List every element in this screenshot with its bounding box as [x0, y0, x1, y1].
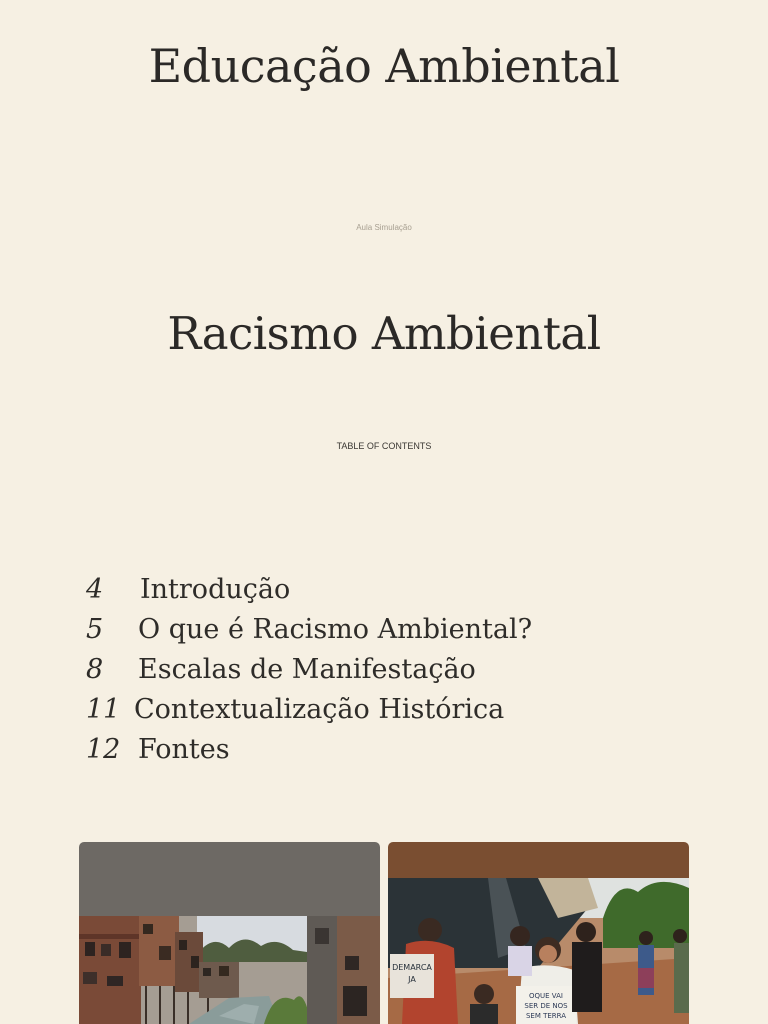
- sign-text: SER DE NOS: [524, 1002, 568, 1010]
- sign-text: OQUE VAI: [529, 992, 563, 1000]
- toc-page-number: 4: [86, 574, 104, 605]
- stilt-houses-photo: [79, 916, 380, 1024]
- toc-entry-contextualizacao-historica[interactable]: [86, 690, 686, 730]
- sign-text: JA: [408, 975, 416, 984]
- toc-entry-introducao[interactable]: [86, 570, 686, 610]
- toc-entry-label: O que é Racismo Ambiental?: [138, 614, 533, 645]
- toc-page-number: 5: [86, 614, 104, 645]
- toc-entry-label: Contextualização Histórica: [134, 694, 505, 725]
- sign-text: DEMARCA: [392, 963, 432, 972]
- document-title: Educação Ambiental: [148, 39, 620, 93]
- sign-text: SEM TERRA: [525, 1012, 567, 1020]
- toc-entry-label: Escalas de Manifestação: [138, 654, 476, 685]
- toc-entry-fontes[interactable]: [86, 730, 686, 770]
- section-title: Racismo Ambiental: [167, 307, 601, 360]
- toc-page-number: 12: [86, 734, 121, 765]
- toc-entry-label: Introdução: [140, 574, 291, 605]
- children-protest-photo: [388, 878, 689, 1024]
- toc-entry-label: Fontes: [138, 734, 230, 765]
- toc-entry-o-que-e-racismo-ambiental[interactable]: [86, 610, 686, 650]
- toc-page-number: 8: [86, 654, 104, 685]
- toc-page-number: 11: [86, 694, 121, 725]
- photo-card-right: [388, 842, 689, 1024]
- table-of-contents: [86, 570, 686, 770]
- toc-heading: TABLE OF CONTENTS: [336, 441, 432, 451]
- toc-entry-escalas-de-manifestacao[interactable]: [86, 650, 686, 690]
- photo-card-left: [79, 842, 380, 1024]
- document-subtitle: Aula Simulação: [356, 223, 412, 232]
